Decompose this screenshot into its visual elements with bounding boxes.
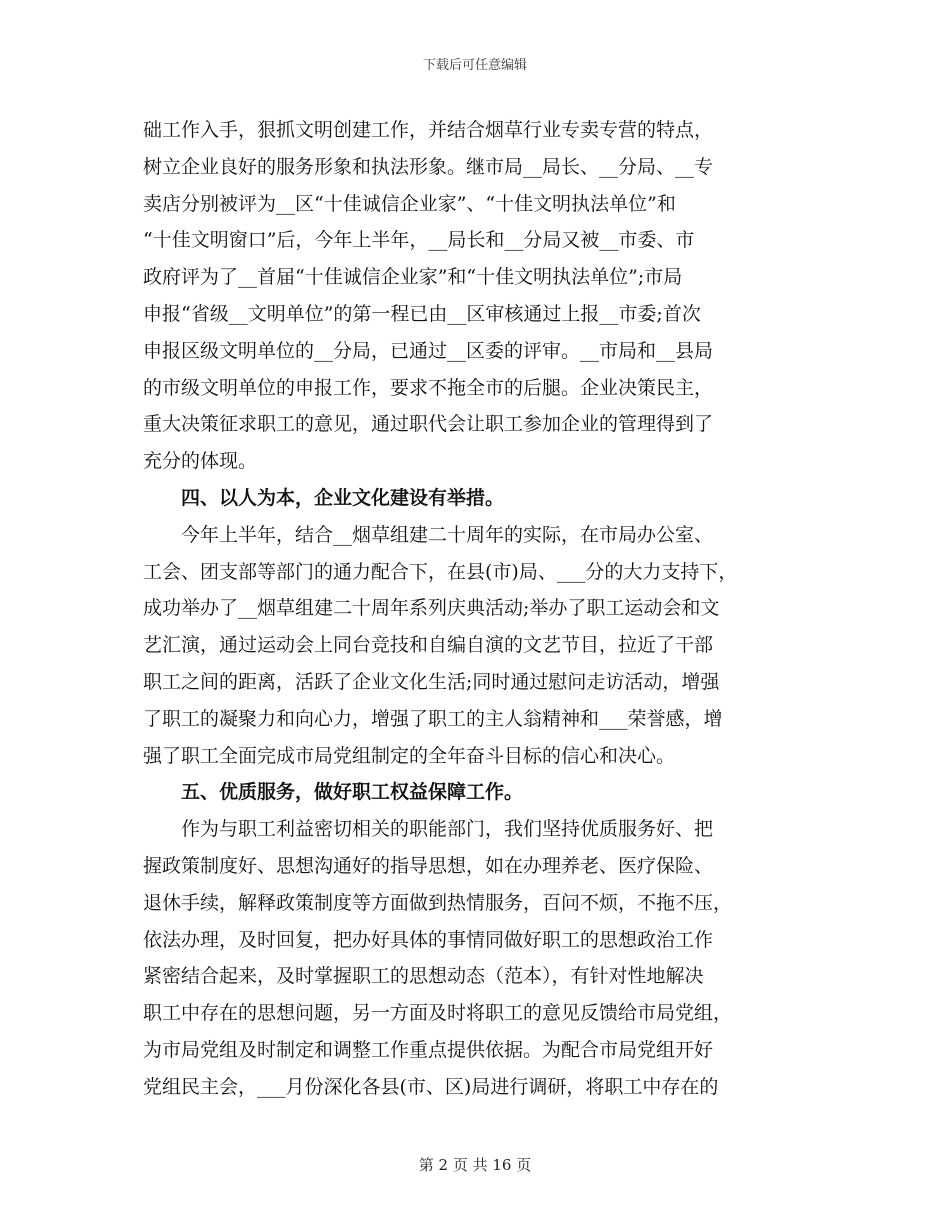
text-line: 握政策制度好、思想沟通好的指导思想，如在办理养老、医疗保险、 <box>143 854 714 877</box>
text-line: 职工之间的距离，活跃了企业文化生活;同时通过慰问走访活动，增强 <box>143 670 720 693</box>
document-body <box>143 112 813 1106</box>
text-line: 卖店分别被评为__区“十佳诚信企业家”、“十佳文明执法单位”和 <box>143 192 676 215</box>
text-line: 作为与职工利益密切相关的职能部门，我们坚持优质服务好、把 <box>181 818 714 841</box>
text-line: 础工作入手，狠抓文明创建工作，并结合烟草行业专卖专营的特点， <box>143 119 714 141</box>
text-line: 今年上半年，结合__烟草组建二十周年的实际，在市局办公室、 <box>181 523 714 546</box>
section-heading-5: 五、优质服务，做好职工权益保障工作。 <box>181 781 524 804</box>
text-line: 的市级文明单位的申报工作，要求不拖全市的后腿。企业决策民主， <box>143 376 714 399</box>
text-line: 工会、团支部等部门的通力配合下，在县(市)局、___分的大力支持下， <box>143 560 738 583</box>
page-header-note: 下载后可任意编辑 <box>422 58 527 73</box>
text-line: 充分的体现。 <box>143 450 258 473</box>
text-line: 退休手续，解释政策制度等方面做到热情服务，百问不烦，不拖不压， <box>143 891 733 914</box>
text-line: 强了职工全面完成市局党组制定的全年奋斗目标的信心和决心。 <box>143 744 676 767</box>
text-line: 了职工的凝聚力和向心力，增强了职工的主人翁精神和___荣誉感，增 <box>143 707 723 730</box>
text-line: 树立企业良好的服务形象和执法形象。继市局__局长、__分局、__专 <box>143 155 714 178</box>
page-number: 第 2 页 共 16 页 <box>418 1156 532 1174</box>
text-line: 艺汇演，通过运动会上同台竞技和自编自演的文艺节目，拉近了干部 <box>143 634 714 657</box>
text-line: 为市局党组及时制定和调整工作重点提供依据。为配合市局党组开好 <box>143 1038 714 1061</box>
text-line: 申报“省级__文明单位”的第一程已由__区审核通过上报__市委;首次 <box>143 302 701 325</box>
text-line: 紧密结合起来，及时掌握职工的思想动态（范本），有针对性地解决 <box>143 965 704 988</box>
section-heading-4: 四、以人为本，企业文化建设有举措。 <box>181 486 505 509</box>
text-line: 职工中存在的思想问题，另一方面及时将职工的意见反馈给市局党组， <box>143 1002 733 1025</box>
text-line: 依法办理，及时回复，把办好具体的事情同做好职工的思想政治工作 <box>143 928 714 951</box>
text-line: 成功举办了__烟草组建二十周年系列庆典活动;举办了职工运动会和文 <box>143 597 720 620</box>
text-line: “十佳文明窗口”后，今年上半年，__局长和__分局又被__市委、市 <box>143 229 695 252</box>
text-line: 政府评为了__首届“十佳诚信企业家”和“十佳文明执法单位”;市局 <box>143 266 683 289</box>
text-line: 党组民主会，___月份深化各县(市、区)局进行调研，将职工中存在的 <box>143 1075 719 1098</box>
text-line: 重大决策征求职工的意见，通过职代会让职工参加企业的管理得到了 <box>143 413 714 436</box>
text-line: 申报区级文明单位的__分局，已通过__区委的评审。__市局和__县局 <box>143 339 714 362</box>
